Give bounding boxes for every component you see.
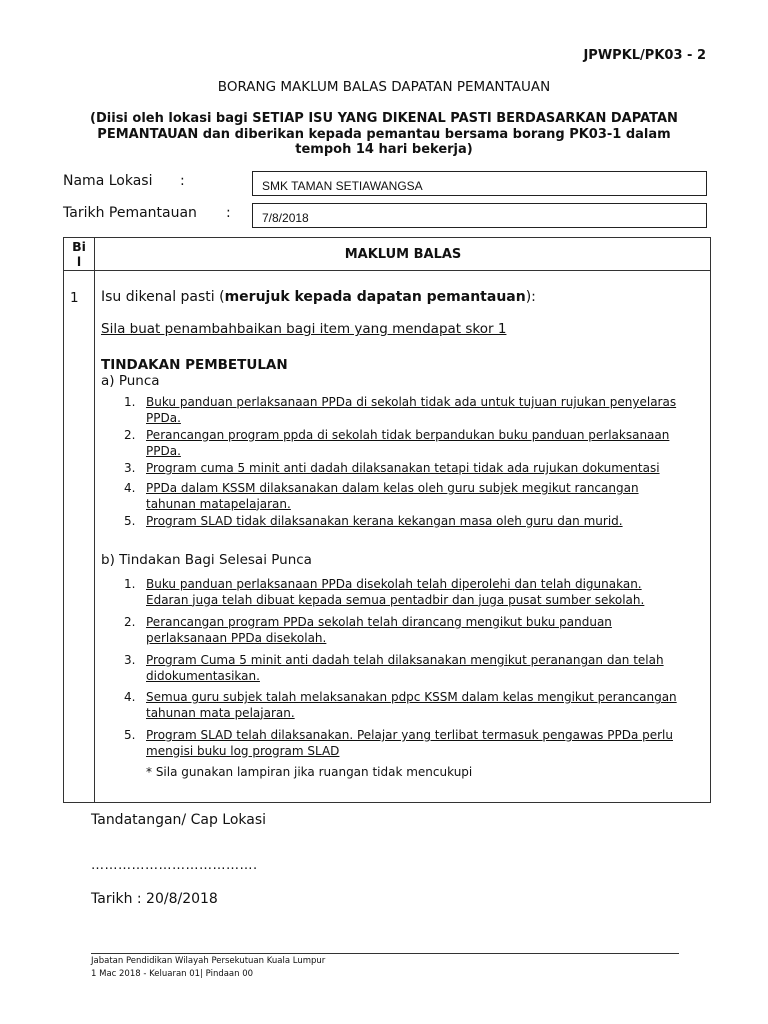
list-item-text: Perancangan program ppda di sekolah tidak berpandukan buku panduan perlaksanaan	[146, 428, 670, 442]
column-header-maklum-balas: MAKLUM BALAS	[344, 247, 462, 262]
footer-organisation: Jabatan Pendidikan Wilayah Persekutuan Kuala Lumpur	[91, 956, 326, 966]
list-item-text: Program cuma 5 minit anti dadah dilaksanakan tetapi tidak ada rujukan dokumentasi	[146, 461, 660, 475]
column-header-bil	[64, 239, 94, 269]
instruction-text: Sila buat penambahbaikan bagi item yang mendapat skor 1	[101, 321, 507, 337]
list-item-number: 5.	[124, 514, 136, 528]
nama-lokasi-colon: :	[180, 173, 185, 189]
nama-lokasi-label: Nama Lokasi	[63, 173, 153, 189]
list-item	[124, 461, 704, 477]
list-item-number: 4.	[124, 690, 136, 704]
document-reference: JPWPKL/PK03 - 2	[583, 48, 706, 63]
list-item-text: tahunan matapelajaran.	[146, 496, 291, 511]
form-subtitle	[60, 111, 708, 158]
list-item-text: tahunan mata pelajaran.	[146, 705, 295, 720]
list-item-number: 5.	[124, 728, 136, 742]
isu-bold: merujuk kepada dapatan pemantauan	[224, 289, 526, 305]
list-item-text: PPDa dalam KSSM dilaksanakan dalam kelas oleh guru subjek megikut rancangan	[146, 481, 639, 495]
table-column-divider	[94, 237, 95, 803]
nama-lokasi-field[interactable]: SMK TAMAN SETIAWANGSA	[252, 171, 707, 196]
list-item-text: mengisi buku log program SLAD	[146, 743, 340, 758]
list-item-text: didokumentasikan.	[146, 668, 260, 683]
list-item-number: 2.	[124, 428, 136, 442]
list-item	[124, 428, 704, 459]
list-item-number: 3.	[124, 653, 136, 667]
isu-dikenal-pasti	[101, 289, 536, 305]
list-item	[124, 577, 704, 608]
list-item-text: Buku panduan perlaksanaan PPDa di sekolah tidak ada untuk tujuan rujukan penyelaras	[146, 395, 677, 409]
list-item-text: perlaksanaan PPDa disekolah.	[146, 630, 327, 645]
list-item-text: Edaran juga telah dibuat kepada semua pentadbir dan juga pusat sumber sekolah.	[146, 592, 645, 607]
attachment-note: * Sila gunakan lampiran jika ruangan tidak mencukupi	[146, 765, 473, 779]
list-item	[124, 728, 704, 759]
list-item-text: Program SLAD tidak dilaksanakan kerana kekangan masa oleh guru dan murid.	[146, 514, 623, 528]
signature-date: Tarikh : 20/8/2018	[91, 891, 218, 907]
list-item	[124, 653, 704, 684]
list-item-text: Perancangan program PPDa sekolah telah dirancang mengikut buku panduan	[146, 615, 612, 629]
subtitle-line: tempoh 14 hari bekerja)	[295, 142, 473, 157]
footer-version: 1 Mac 2018 - Keluaran 01| Pindaan 00	[91, 969, 254, 979]
list-item-number: 4.	[124, 481, 136, 495]
signature-line: ……………………………….	[91, 858, 258, 873]
signature-label: Tandatangan/ Cap Lokasi	[91, 812, 267, 828]
tindakan-heading: TINDAKAN PEMBETULAN	[101, 357, 288, 373]
tarikh-pemantauan-colon: :	[226, 205, 231, 221]
isu-suffix: ):	[525, 289, 536, 305]
tarikh-pemantauan-field[interactable]: 7/8/2018	[252, 203, 707, 228]
subtitle-line: PEMANTAUAN dan diberikan kepada pemantau bersama borang PK03-1 dalam	[97, 126, 671, 142]
tarikh-pemantauan-label: Tarikh Pemantauan	[63, 205, 197, 221]
list-item-text: Buku panduan perlaksanaan PPDa disekolah telah diperolehi dan telah digunakan.	[146, 577, 642, 591]
list-item-number: 3.	[124, 461, 136, 475]
list-item-number: 2.	[124, 615, 136, 629]
section-b-label: b) Tindakan Bagi Selesai Punca	[101, 552, 312, 568]
row-number: 1	[70, 290, 79, 306]
isu-prefix: Isu dikenal pasti (	[101, 289, 225, 305]
list-item-text: Program Cuma 5 minit anti dadah telah dilaksanakan mengikut peranangan dan telah	[146, 653, 664, 667]
list-item-text: Program SLAD telah dilaksanakan. Pelajar yang terlibat termasuk pengawas PPDa perlu	[146, 728, 673, 742]
list-item	[124, 481, 704, 512]
form-title: BORANG MAKLUM BALAS DAPATAN PEMANTAUAN	[217, 79, 551, 95]
list-item-text: Semua guru subjek talah melaksanakan pdpc KSSM dalam kelas mengikut perancangan	[146, 690, 677, 704]
bil-header-line: l	[76, 254, 82, 269]
table-header-divider	[63, 270, 711, 271]
footer-divider	[91, 953, 679, 954]
section-a-label: a) Punca	[101, 373, 160, 389]
list-item-text: PPDa.	[146, 443, 181, 458]
list-item	[124, 690, 704, 721]
list-item-number: 1.	[124, 577, 136, 591]
list-item-text: PPDa.	[146, 410, 181, 425]
bil-header-line: Bi	[72, 239, 86, 254]
subtitle-line: (Diisi oleh lokasi bagi SETIAP ISU YANG DIKENAL PASTI BERDASARKAN DAPATAN	[90, 111, 678, 126]
list-item-number: 1.	[124, 395, 136, 409]
list-item	[124, 514, 704, 530]
list-item	[124, 615, 704, 646]
list-item	[124, 395, 704, 426]
